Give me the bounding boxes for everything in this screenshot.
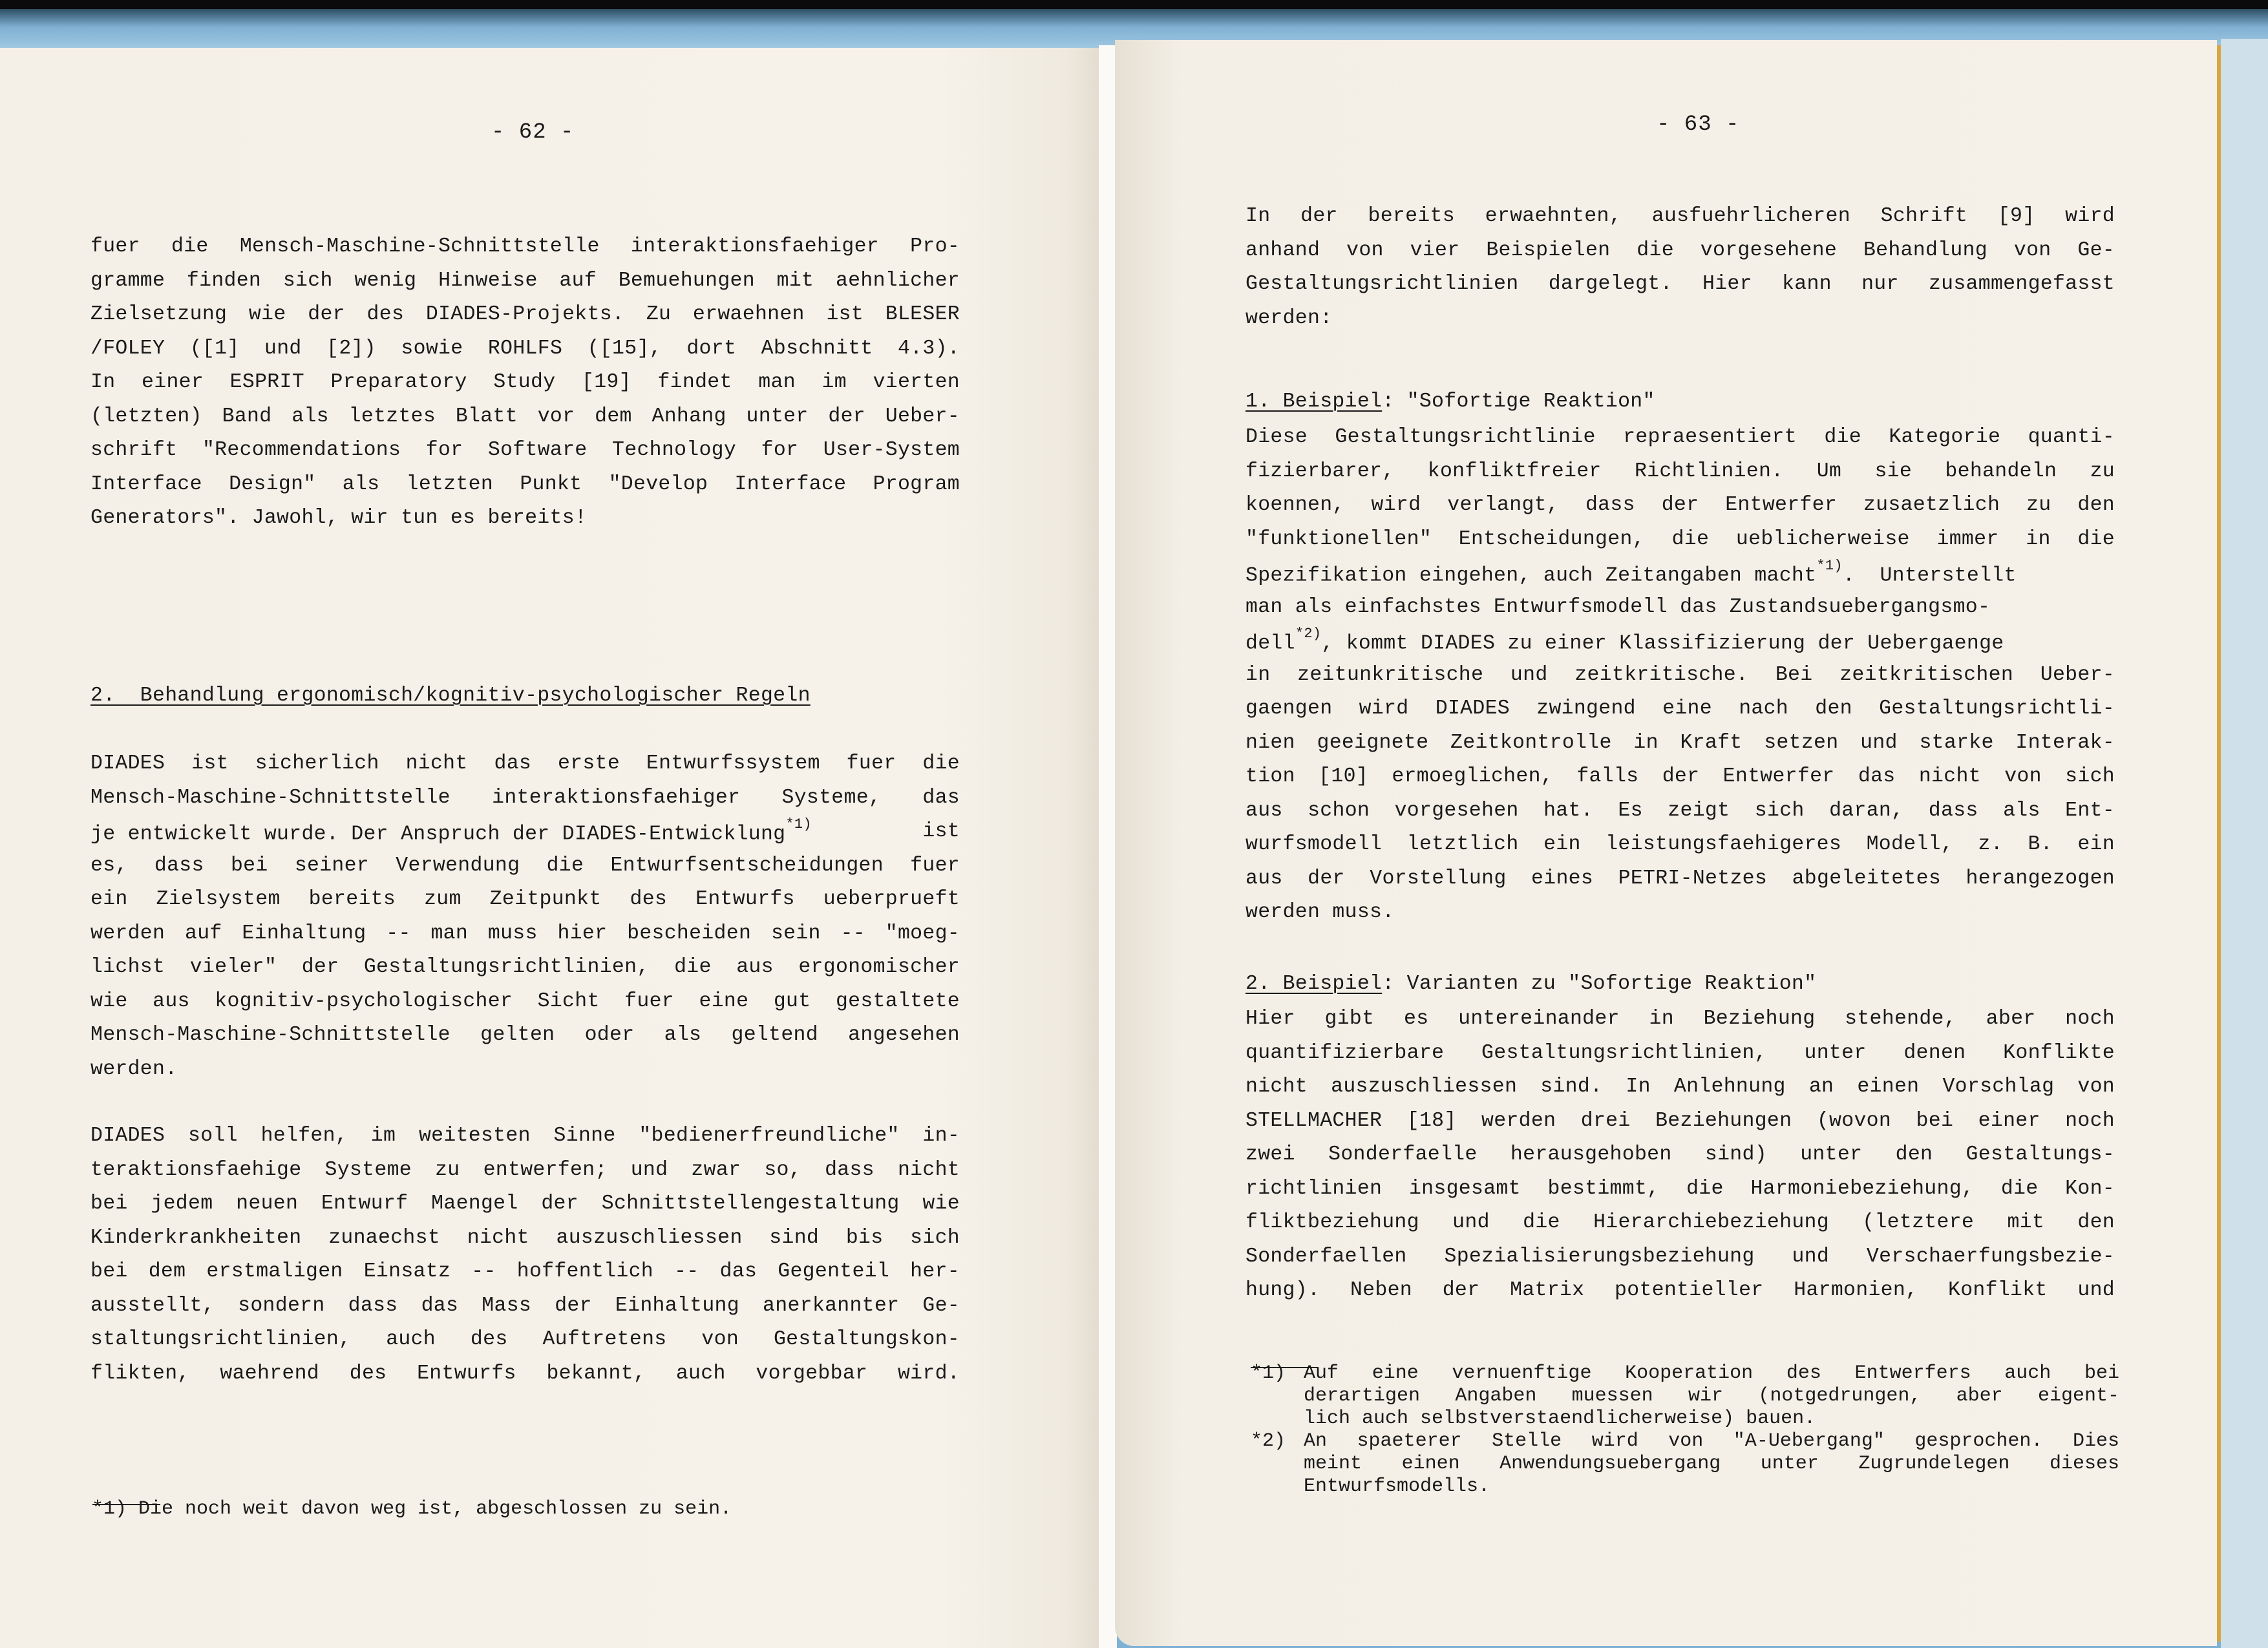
text-line (90, 816, 960, 846)
footnote-text: lich auch selbstverstaendlicherweise) bauen. (1304, 1408, 1816, 1430)
text-line: anhand von vier Beispielen die vorgesehene Behandlung von Ge- (1245, 238, 2115, 262)
text-line: DIADES soll helfen, im weitesten Sinne "bedienerfreundliche" in- (90, 1125, 960, 1147)
footnote-text: Entwurfsmodells. (1304, 1475, 1490, 1497)
text-line: /FOLEY ([1] und [2]) sowie ROHLFS ([15], dort Abschnitt 4.3). (90, 337, 960, 360)
footnote-ref: *1) (1816, 558, 1843, 574)
text-line: gramme finden sich wenig Hinweise auf Bemuehungen mit aehnlicher (90, 269, 960, 292)
footnote-text: derartigen Angaben muessen wir (notgedrungen, aber eigent- (1304, 1385, 2119, 1407)
text-line: ausstellt, sondern dass das Mass der Einhaltung anerkannter Ge- (90, 1294, 960, 1317)
text-line: aus schon vorgesehen hat. Es zeigt sich daran, dass als Ent- (1245, 799, 2115, 822)
text-line: fizierbarer, konfliktfreier Richtlinien. Um sie behandeln zu (1245, 460, 2115, 483)
text-line: gaengen wird DIADES zwingend eine nach den Gestaltungsrichtli- (1245, 697, 2115, 720)
text-line: werden muss. (1245, 901, 1395, 924)
text-line: koennen, wird verlangt, dass der Entwerfer zusaetzlich zu den (1245, 494, 2115, 516)
text-line: Kinderkrankheiten zunaechst nicht auszuschliessen sind bis sich (90, 1226, 960, 1249)
text-line: quantifizierbare Gestaltungsrichtlinien, unter denen Konflikte (1245, 1041, 2115, 1064)
scanner-right-background (2221, 39, 2268, 1648)
text-line: wie aus kognitiv-psychologischer Sicht fuer eine gut gestaltete (90, 989, 960, 1013)
footnote-marker: *1) (1251, 1362, 1286, 1384)
text-line: bei jedem neuen Entwurf Maengel der Schnittstellengestaltung wie (90, 1192, 960, 1215)
footnote-text: Auf eine vernuenftige Kooperation des Entwerfers auch bei (1304, 1362, 2119, 1384)
footnote-text: meint einen Anwendungsuebergang unter Zugrundelegen dieses (1304, 1453, 2119, 1475)
text-line: Diese Gestaltungsrichtlinie repraesentiert die Kategorie quanti- (1245, 426, 2115, 449)
text-line: DIADES ist sicherlich nicht das erste Entwurfssystem fuer die (90, 752, 960, 775)
footnote-marker: *2) (1251, 1430, 1286, 1452)
text-span: , kommt DIADES zu einer Klassifizierung der Uebergaenge (1321, 632, 2004, 655)
text-line (1245, 558, 2115, 587)
text-line: (letzten) Band als letztes Blatt vor dem Anhang unter der Ueber- (90, 405, 960, 428)
text-line: wurfsmodell letztlich ein leistungsfaehigeres Modell, z. B. ein (1245, 833, 2115, 856)
example-2-heading (1245, 973, 1816, 995)
text-line: Sonderfaellen Spezialisierungsbeziehung und Verschaerfungsbezie- (1245, 1245, 2115, 1268)
text-line (1245, 626, 2115, 655)
text-line: Hier gibt es untereinander in Beziehung stehende, aber noch (1245, 1008, 2115, 1030)
text-line: tion [10] ermoeglichen, falls der Entwerfer das nicht von sich (1245, 765, 2115, 788)
text-line: In der bereits erwaehnten, ausfuehrlicheren Schrift [9] wird (1245, 205, 2115, 227)
text-span: dell (1245, 632, 1295, 655)
section-heading: 2. Behandlung ergonomisch/kognitiv-psychologischer Regeln (90, 684, 811, 707)
footnote: *1) Die noch weit davon weg ist, abgeschlossen zu sein. (92, 1498, 732, 1520)
text-line: STELLMACHER [18] werden drei Beziehungen (wovon bei einer noch (1245, 1109, 2115, 1132)
example-1-label: 1. Beispiel (1245, 390, 1383, 413)
text-line: nicht auszuschliessen sind. In Anlehnung an einen Vorschlag von (1245, 1075, 2115, 1098)
text-line: werden auf Einhaltung -- man muss hier bescheiden sein -- "moeg- (90, 922, 960, 945)
text-line: hung). Neben der Matrix potentieller Harmonien, Konflikt und (1245, 1279, 2115, 1302)
text-line: Mensch-Maschine-Schnittstelle gelten oder als geltend angesehen (90, 1024, 960, 1046)
footnote-ref: *2) (1295, 626, 1322, 642)
text-line: Zielsetzung wie der des DIADES-Projekts. Zu erwaehnen ist BLESER (90, 303, 960, 326)
text-span: ist (922, 820, 960, 843)
text-line: In einer ESPRIT Preparatory Study [19] findet man im vierten (90, 371, 960, 394)
text-line: lichst vieler" der Gestaltungsrichtlinien, die aus ergonomischer (90, 956, 960, 978)
text-line: "funktionellen" Entscheidungen, die ueblicherweise immer in die (1245, 527, 2115, 551)
text-line: richtlinien insgesamt bestimmt, die Harmoniebeziehung, die Kon- (1245, 1177, 2115, 1200)
footnote-ref: *1) (785, 816, 812, 832)
right-page (1115, 40, 2217, 1646)
text-line: aus der Vorstellung eines PETRI-Netzes abgeleitetes herangezogen (1245, 867, 2115, 890)
text-line: ein Zielsystem bereits zum Zeitpunkt des Entwurfs ueberprueft (90, 888, 960, 911)
text-span: Spezifikation eingehen, auch Zeitangaben macht (1245, 564, 1817, 587)
example-2-label: 2. Beispiel (1245, 973, 1383, 995)
text-span: . Unterstellt (1842, 564, 2017, 587)
text-line: fliktbeziehung und die Hierarchiebeziehung (letztere mit den (1245, 1211, 2115, 1234)
text-line: werden: (1245, 306, 1333, 330)
text-line: bei dem erstmaligen Einsatz -- hoffentlich -- das Gegenteil her- (90, 1260, 960, 1283)
text-span: je entwickelt wurde. Der Anspruch der DIADES-Entwicklung (90, 823, 786, 846)
text-line: nien geeignete Zeitkontrolle in Kraft setzen und starke Interak- (1245, 731, 2115, 754)
text-line: schrift "Recommendations for Software Technology for User-System (90, 439, 960, 461)
text-line: fuer die Mensch-Maschine-Schnittstelle interaktionsfaehiger Pro- (90, 235, 960, 258)
text-line: Interface Design" als letzten Punkt "Develop Interface Program (90, 472, 960, 496)
text-line: flikten, waehrend des Entwurfs bekannt, auch vorgebbar wird. (90, 1362, 960, 1385)
text-line: Gestaltungsrichtlinien dargelegt. Hier kann nur zusammengefasst (1245, 273, 2115, 295)
left-page (0, 48, 1099, 1648)
example-1-title: : "Sofortige Reaktion" (1382, 390, 1655, 413)
page-number: - 63 - (1657, 112, 1740, 137)
text-line: Mensch-Maschine-Schnittstelle interaktionsfaehiger Systeme, das (90, 786, 960, 809)
page-edge (2217, 45, 2221, 1642)
page-number: - 62 - (491, 120, 575, 145)
text-line: in zeitunkritische und zeitkritische. Bei zeitkritischen Ueber- (1245, 663, 2115, 686)
book-gutter (1099, 45, 1117, 1648)
text-line: werden. (90, 1057, 178, 1081)
text-line: staltungsrichtlinien, auch des Auftretens von Gestaltungskon- (90, 1328, 960, 1351)
example-1-heading (1245, 390, 1655, 413)
text-line: es, dass bei seiner Verwendung die Entwurfsentscheidungen fuer (90, 854, 960, 877)
text-line: Generators". Jawohl, wir tun es bereits! (90, 507, 588, 529)
text-line: zwei Sonderfaelle herausgehoben sind) unter den Gestaltungs- (1245, 1143, 2115, 1166)
example-2-title: : Varianten zu "Sofortige Reaktion" (1382, 973, 1817, 995)
footnote-text: An spaeterer Stelle wird von "A-Uebergang" gesprochen. Dies (1304, 1430, 2119, 1452)
text-line: man als einfachstes Entwurfsmodell das Zustandsuebergangsmo- (1245, 595, 1991, 618)
text-line: teraktionsfaehige Systeme zu entwerfen; und zwar so, dass nicht (90, 1158, 960, 1181)
